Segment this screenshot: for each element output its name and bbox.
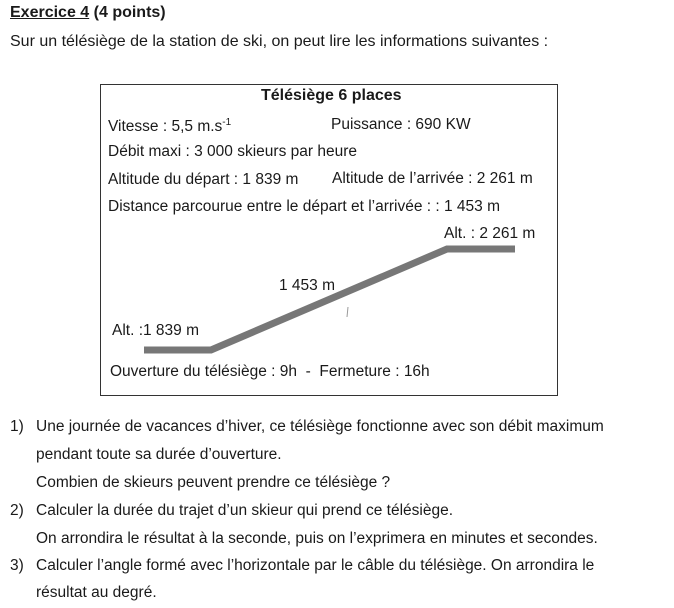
exercise-intro: Sur un télésiège de la station de ski, on peut lire les informations suivantes : [10,33,549,50]
hours-separator: - [305,363,311,380]
question-1-line-3: Combien de skieurs peuvent prendre ce télésiège ? [36,474,391,491]
flow-text: Débit maxi : 3 000 skieurs par heure [108,143,357,160]
hours-open: Ouverture du télésiège : 9h [110,363,297,380]
info-panel [100,84,558,396]
exercise-title [10,4,166,22]
speed-label: Vitesse : 5,5 m.s [108,118,223,136]
diagram-slope-label: 1 453 m [279,277,336,294]
question-1-number: 1) [10,418,24,435]
speed-exponent: -1 [222,117,232,128]
panel-title: Télésiège 6 places [261,87,402,104]
power-text: Puissance : 690 KW [331,116,471,133]
exercise-label: Exercice 4 [10,4,90,21]
exercise-points: (4 points) [93,4,166,21]
opening-hours [110,363,430,381]
question-3-number: 3) [10,557,24,574]
diagram-top-label: Alt. : 2 261 m [444,225,536,242]
distance-text: Distance parcourue entre le départ et l’arrivée : : 1 453 m [108,198,501,215]
question-3-line-2: résultat au degré. [36,584,157,601]
question-1-line-1: Une journée de vacances d’hiver, ce télésiège fonctionne avec son débit maximum [36,418,604,435]
question-2-line-2: On arrondira le résultat à la seconde, puis on l’exprimera en minutes et secondes. [36,530,598,547]
question-3-line-1: Calculer l’angle formé avec l’horizontale par le câble du télésiège. On arrondira le [36,557,595,574]
diagram-bottom-label: Alt. :1 839 m [112,322,200,339]
alt-arrivee-text: Altitude de l’arrivée : 2 261 m [332,170,533,187]
hours-close: Fermeture : 16h [319,363,430,380]
question-2-line-1: Calculer la durée du trajet d’un skieur qui prend ce télésiège. [36,502,454,519]
question-1-line-2: pendant toute sa durée d’ouverture. [36,446,282,463]
pencil-mark [347,307,348,317]
cable-profile [144,249,515,350]
question-2-number: 2) [10,502,24,519]
alt-depart-text: Altitude du départ : 1 839 m [108,171,299,188]
